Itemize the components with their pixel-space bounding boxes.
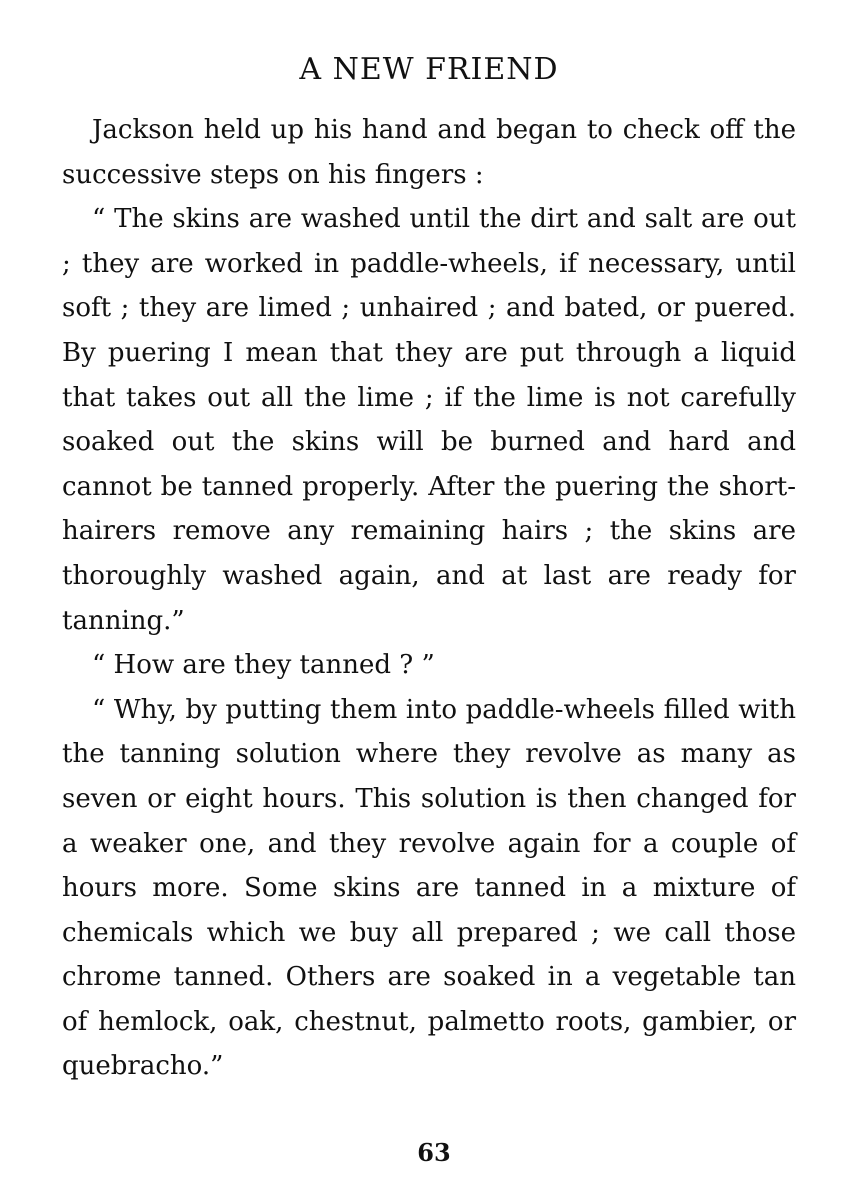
paragraph-3: “ How are they tanned ? ” [92,650,435,681]
paragraph-1: Jackson held up his hand and began to check off the successive steps on his fingers : [62,115,796,190]
paragraph-2: “ The skins are washed until the dirt and salt are out ; they are worked in paddle-wheels, if necessary, until soft ; they are limed ; unhaired ; and bated, or puered. By puering I mean that they are put through a liquid that takes out all the lime ; if the lime is not carefully soaked out the skins will be burned and hard and cannot be tanned properly. After the puering the short-hairers remove any remaining hairs ; the skins are thoroughly washed again, and at last are ready for tanning.” [62,204,796,636]
page-number: 63 [417,1138,451,1167]
running-title: A NEW FRIEND [299,52,559,87]
book-page [62,48,796,1089]
paragraph-4: “ Why, by putting them into paddle-wheels filled with the tanning solution where they revolve as many as seven or eight hours. This solution is then changed for a weaker one, and they revolve again for a couple of hours more. Some skins are tanned in a mixture of chemicals which we buy all prepared ; we call those chrome tanned. Others are soaked in a vegetable tan of hemlock, oak, chestnut, palmetto roots, gambier, or quebracho.” [62,694,796,1082]
